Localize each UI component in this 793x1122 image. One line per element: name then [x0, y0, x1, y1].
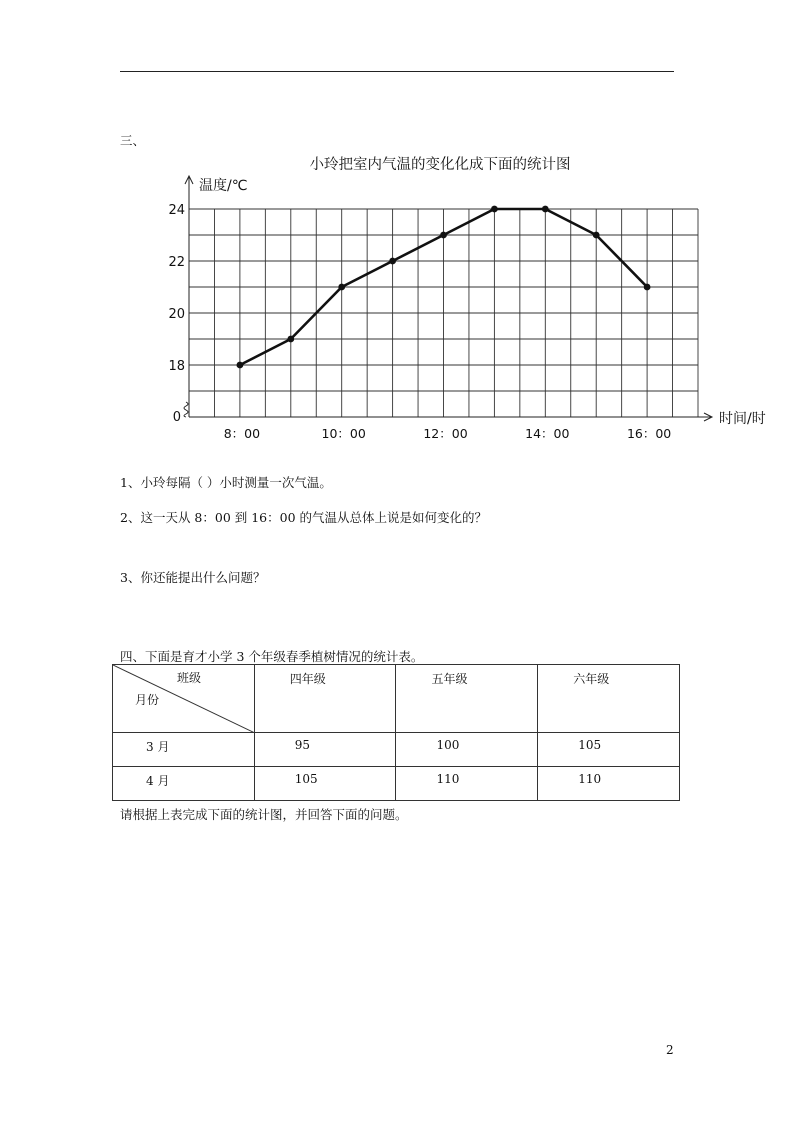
x-tick-label: 8：00 [223, 426, 261, 441]
data-point [593, 232, 600, 239]
column-header: 六年级 [538, 665, 680, 733]
table-cell: 110 [578, 772, 602, 786]
tree-planting-table [112, 664, 680, 801]
y-tick-label: 22 [168, 255, 185, 270]
table-cell: 105 [578, 738, 602, 752]
y-tick-labels [168, 203, 185, 374]
corner-header-class: 班级 [177, 671, 202, 685]
y-tick-label: 20 [168, 307, 185, 322]
question-1: 1、小玲每隔（ ）小时测量一次气温。 [120, 475, 332, 490]
column-header: 五年级 [396, 665, 538, 733]
data-point [287, 336, 294, 343]
x-tick-label: 16：00 [626, 426, 672, 441]
chart-grid [189, 209, 698, 417]
x-tick-labels [224, 426, 672, 441]
table-cell: 100 [436, 738, 460, 752]
header-rule [120, 71, 674, 72]
row-label: 3 月 [146, 740, 170, 754]
chart-axes [184, 176, 712, 421]
y-origin-label: 0 [172, 410, 181, 425]
data-point [491, 206, 498, 213]
temperature-line-chart [0, 145, 793, 445]
table-corner-cell [113, 665, 255, 733]
table-cell: 110 [436, 772, 460, 786]
y-tick-label: 24 [168, 203, 185, 218]
section3-label: 三、 [120, 133, 146, 148]
x-tick-label: 14：00 [525, 426, 570, 441]
y-tick-label: 18 [168, 359, 185, 374]
table-row [113, 733, 680, 767]
question-3: 3、你还能提出什么问题？ [120, 570, 266, 585]
chart-title: 小玲把室内气温的变化化成下面的统计图 [309, 157, 571, 173]
data-point [338, 284, 345, 291]
axis-break-mark [184, 402, 188, 417]
column-header: 四年级 [254, 665, 396, 733]
x-tick-label: 10：00 [321, 426, 366, 441]
question-2: 2、这一天从 8：00 到 16：00 的气温从总体上说是如何变化的？ [120, 510, 488, 525]
data-point [389, 258, 396, 265]
chart-instruction: 请根据上表完成下面的统计图，并回答下面的问题。 [120, 807, 408, 822]
table-row [113, 767, 680, 801]
table-cell: 105 [294, 772, 318, 786]
row-label: 4 月 [146, 774, 170, 788]
x-tick-label: 12：00 [423, 426, 468, 441]
x-axis-label: 时间/时 [719, 411, 766, 427]
table-cell: 95 [294, 738, 310, 752]
page-number: 2 [666, 1043, 674, 1057]
corner-header-month: 月份 [135, 693, 160, 707]
data-point [440, 232, 447, 239]
data-point [237, 362, 244, 369]
y-axis-label: 温度/℃ [199, 178, 248, 194]
section4-heading: 四、下面是育才小学 3 个年级春季植树情况的统计表。 [120, 649, 424, 664]
data-point [542, 206, 549, 213]
data-point [644, 284, 651, 291]
